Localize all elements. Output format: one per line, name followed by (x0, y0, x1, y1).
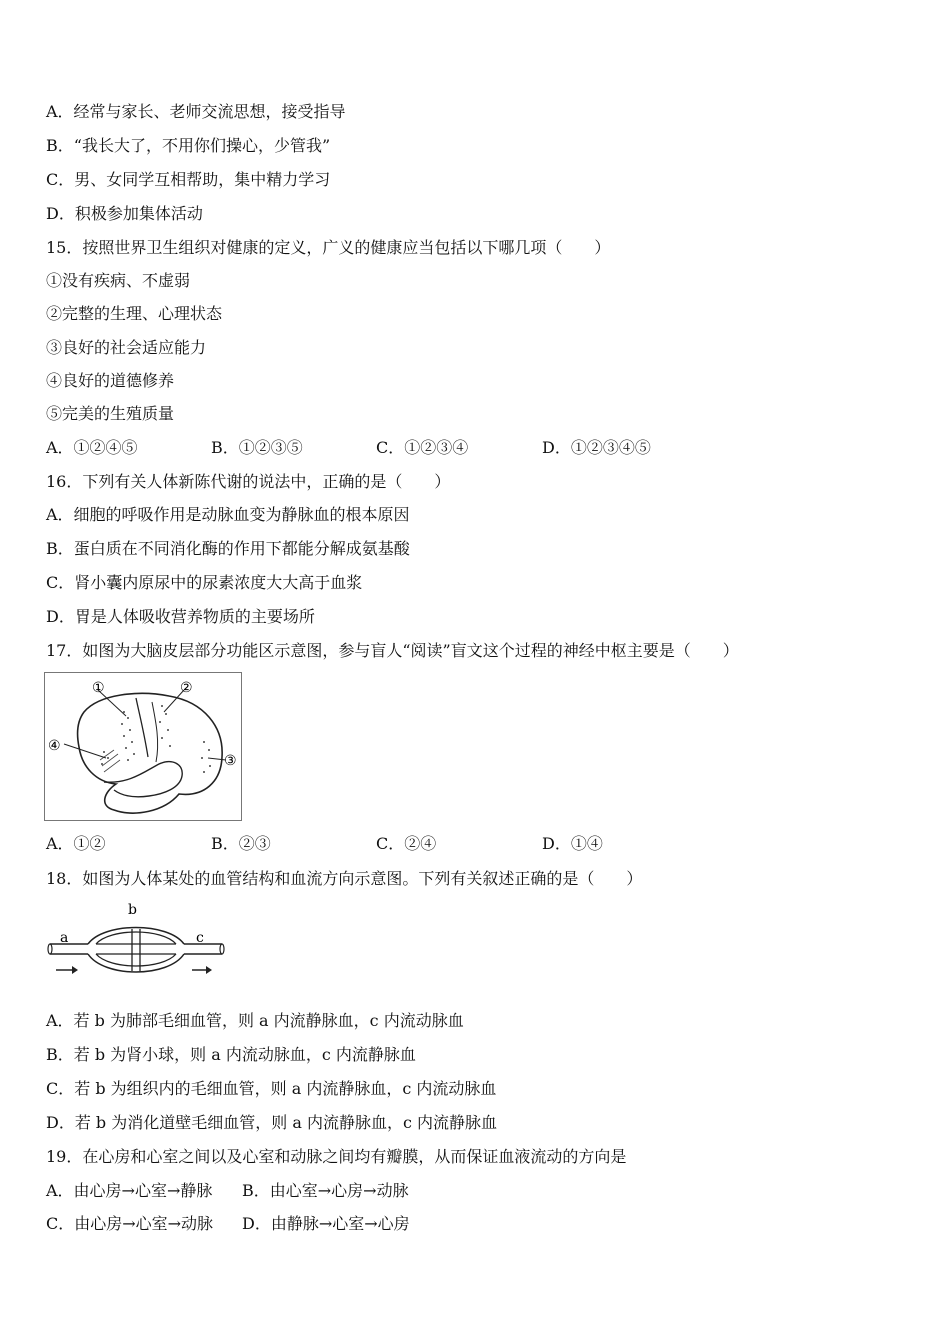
q14-option-c: C．男、女同学互相帮助，集中精力学习 (46, 170, 331, 189)
q17-stem: 17．如图为大脑皮层部分功能区示意图，参与盲人“阅读”盲文这个过程的神经中枢主要是（ ） (46, 641, 739, 660)
q15-item-5: ⑤完美的生殖质量 (46, 404, 175, 423)
q17-label-1: ① (92, 680, 105, 696)
q16-option-a: A．细胞的呼吸作用是动脉血变为静脉血的根本原因 (46, 505, 410, 524)
q17-option-d: D．①④ (542, 834, 603, 853)
q17-option-c: C．②④ (376, 834, 437, 853)
q15-option-c: C．①②③④ (376, 438, 469, 457)
q14-option-a: A．经常与家长、老师交流思想，接受指导 (46, 102, 346, 121)
q19-stem: 19．在心房和心室之间以及心室和动脉之间均有瓣膜，从而保证血液流动的方向是 (46, 1147, 627, 1166)
q15-item-3: ③良好的社会适应能力 (46, 338, 207, 357)
q17-option-b: B．②③ (211, 834, 271, 853)
q17-label-3: ③ (224, 753, 237, 769)
q17-option-a: A．①② (46, 834, 106, 853)
blood-vessel-figure (44, 900, 234, 984)
q19-option-c: C．由心房→心室→动脉 (46, 1214, 214, 1233)
q18-option-b: B．若 b 为肾小球，则 a 内流动脉血，c 内流静脉血 (46, 1045, 416, 1064)
q18-stem: 18．如图为人体某处的血管结构和血流方向示意图。下列有关叙述正确的是（ ） (46, 869, 643, 888)
q15-item-2: ②完整的生理、心理状态 (46, 304, 223, 323)
q14-option-d: D．积极参加集体活动 (46, 204, 203, 223)
q18-option-c: C．若 b 为组织内的毛细血管，则 a 内流静脉血，c 内流动脉血 (46, 1079, 497, 1098)
q18-label-c: c (196, 930, 204, 946)
q15-option-b: B．①②③⑤ (211, 438, 303, 457)
q19-option-a: A．由心房→心室→静脉 (46, 1181, 213, 1200)
q15-option-a: A．①②④⑤ (46, 438, 138, 457)
brain-cortex-figure (44, 672, 244, 822)
q15-stem: 15．按照世界卫生组织对健康的定义，广义的健康应当包括以下哪几项（ ） (46, 238, 611, 257)
q14-option-b: B．“我长大了，不用你们操心，少管我” (46, 136, 331, 155)
q15-option-d: D．①②③④⑤ (542, 438, 651, 457)
q15-item-4: ④良好的道德修养 (46, 371, 175, 390)
q17-label-4: ④ (48, 738, 61, 754)
q18-label-a: a (60, 930, 69, 946)
q18-label-b: b (128, 902, 137, 918)
q19-option-d: D．由静脉→心室→心房 (242, 1214, 410, 1233)
q16-option-b: B．蛋白质在不同消化酶的作用下都能分解成氨基酸 (46, 539, 410, 558)
q18-option-d: D．若 b 为消化道壁毛细血管，则 a 内流静脉血，c 内流静脉血 (46, 1113, 498, 1132)
q15-item-1: ①没有疾病、不虚弱 (46, 271, 191, 290)
q16-option-c: C．肾小囊内原尿中的尿素浓度大大高于血浆 (46, 573, 363, 592)
q18-option-a: A．若 b 为肺部毛细血管，则 a 内流静脉血，c 内流动脉血 (46, 1011, 464, 1030)
q16-stem: 16．下列有关人体新陈代谢的说法中，正确的是（ ） (46, 472, 451, 491)
q16-option-d: D．胃是人体吸收营养物质的主要场所 (46, 607, 315, 626)
q17-label-2: ② (180, 680, 193, 696)
q19-option-b: B．由心室→心房→动脉 (242, 1181, 409, 1200)
